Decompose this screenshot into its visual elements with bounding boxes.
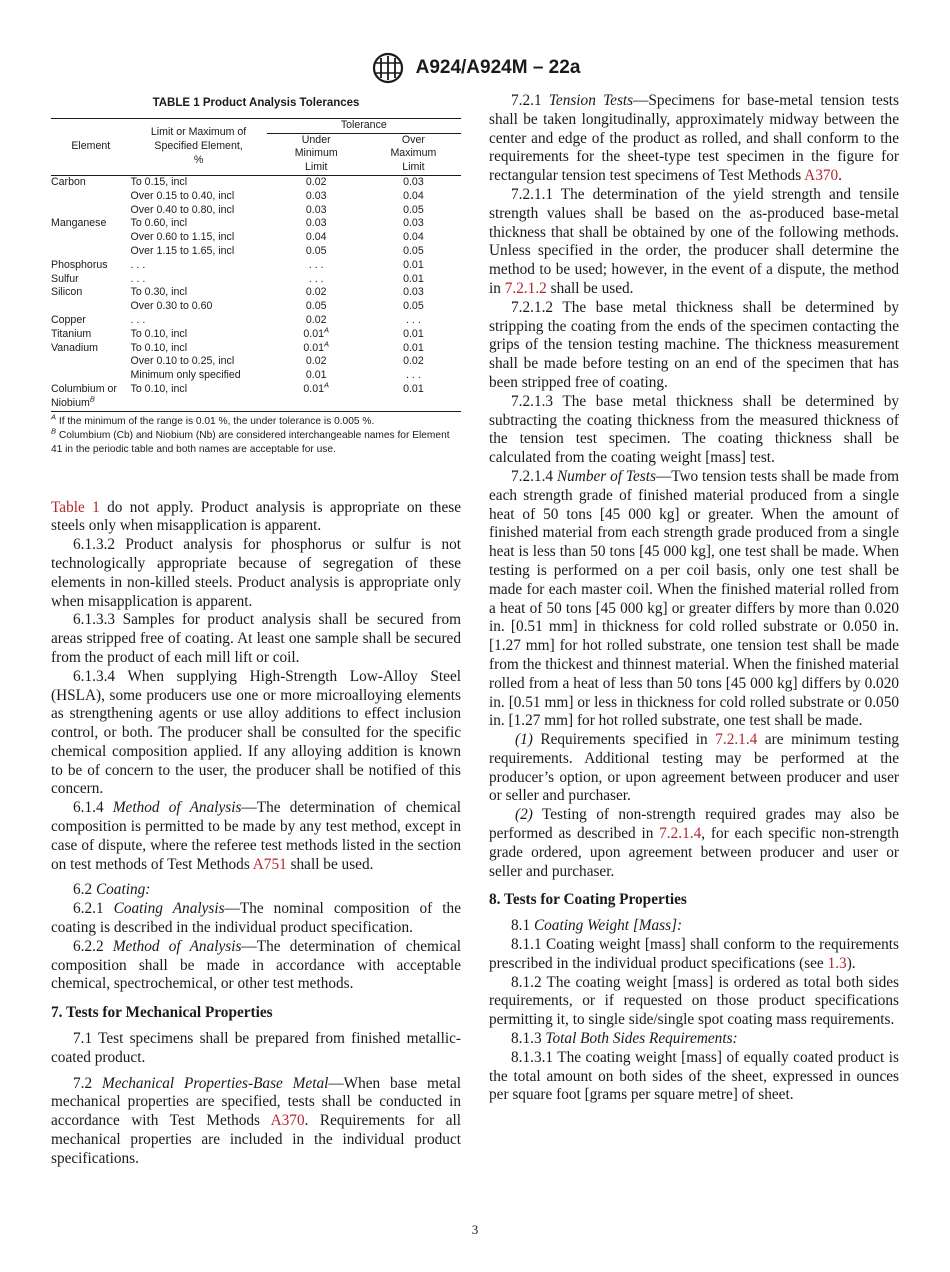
table-row: Titanium To 0.10, incl $0.01^A$ 0.01 — [51, 325, 424, 340]
footnote-a: $^A$ If the minimum of the range is 0.01 %, the under tolerance is 0.005 %. — [51, 412, 375, 427]
table-row: Over 0.30 to 0.60 0.05 0.05 — [130, 300, 424, 313]
a370-link[interactable]: A370 — [804, 167, 839, 185]
section-heading-7: 7. Tests for Mechanical Properties — [51, 1004, 273, 1022]
col-header-limit: Limit or Maximum of Specified Element, % — [150, 126, 247, 166]
col-header-over: Over Maximum Limit — [390, 133, 437, 174]
paragraph-6-1-4: 6.1.4 Method of Analysis—The determination of chemical composition is permitted to be made by any test method, except in case of dispute, where the referee test methods listed in the section on test methods of Test Methods A751 shall be used. — [51, 799, 462, 873]
table-row: Columbium or Niobium$^B$ To 0.10, incl $0.01^A$ 0.01 — [51, 383, 461, 411]
page-header — [0, 52, 950, 84]
col-header-element: Element — [71, 139, 111, 152]
paragraph-6-1-3-2: 6.1.3.2 Product analysis for phosphorus or sulfur is not technologically appropriate because of segregation of these elements in non-killed steels. Product analysis is appropriate only when misapplication is apparent. — [51, 536, 461, 610]
paragraph-8-1-2: 8.1.2 The coating weight [mass] is ordered as total both sides requirements, or if requested on those product specifications permitting it, to single side/single spot coating mass requirements. — [489, 973, 899, 1029]
paragraph-6-2: 6.2 Coating: — [73, 881, 151, 899]
paragraph-8-1-1: 8.1.1 Coating weight [mass] shall conform to the requirements prescribed in the individual product specifications (see 1.3). — [489, 936, 899, 972]
table-row: Over 0.40 to 0.80, incl 0.03 0.05 — [130, 203, 424, 216]
section-7-2-1-4-link[interactable]: 7.2.1.4 — [715, 731, 758, 749]
col-header-under: Under Minimum Limit — [294, 133, 338, 174]
col-header-tolerance: Tolerance — [267, 118, 461, 133]
paragraph-8-1-3: 8.1.3 Total Both Sides Requirements: — [511, 1030, 738, 1048]
left-column — [51, 92, 461, 1169]
table-row: Over 0.60 to 1.15, incl 0.04 0.04 — [130, 231, 424, 244]
paragraph-7-1: 7.1 Test specimens shall be prepared from finished metallic-coated product. — [51, 1030, 461, 1066]
section-1-3-link[interactable]: 1.3 — [827, 954, 847, 972]
astm-logo-icon — [370, 52, 406, 84]
paragraph-7-2-1-3: 7.2.1.3 The base metal thickness shall be determined by subtracting the coating thickness from the measured thickness of the tension test specimen. The coating thickness shall be calculated from the coating weight [mass] test. — [489, 392, 899, 467]
table-row: Over 0.10 to 0.25, incl 0.02 0.02 — [130, 355, 424, 368]
product-analysis-tolerances-table — [51, 118, 461, 412]
a370-link[interactable]: A370 — [270, 1112, 305, 1130]
right-column — [489, 92, 899, 1105]
table-row: Sulfur . . . . . . 0.01 — [51, 272, 424, 285]
paragraph-6-2-2: 6.2.2 Method of Analysis—The determination of chemical composition shall be made in accordance with acceptable chemical, spectrochemical, or other test methods. — [51, 937, 462, 993]
paragraph-7-2: 7.2 Mechanical Properties-Base Metal—When base metal mechanical properties are specified, tests shall be conducted in accordance with Test Methods A370. Requirements for all mechanical properties are included in the individual product specifications. — [51, 1074, 461, 1167]
section-7-2-1-2-link[interactable]: 7.2.1.2 — [504, 279, 547, 297]
table-row: Silicon To 0.30, incl 0.02 0.03 — [51, 286, 424, 299]
table-row: Phosphorus . . . . . . 0.01 — [51, 258, 424, 271]
table-row: Vanadium To 0.10, incl $0.01^A$ 0.01 — [51, 339, 424, 354]
table-row: Over 0.15 to 0.40, incl 0.03 0.04 — [130, 189, 424, 202]
paragraph-6-1-3-4: 6.1.3.4 When supplying High-Strength Low-Alloy Steel (HSLA), some producers use one or more microalloying elements as strengthening agents or use alloy additions to effect inclusion control, or both. The producer shall be consulted for the specific chemical composition applied. If any alloying addition is known to be of concern to the user, the producer shall be notified of this concern. — [51, 667, 461, 798]
table-row: Copper . . . 0.02 . . . — [51, 313, 421, 326]
table-footnotes — [51, 412, 461, 457]
a751-link[interactable]: A751 — [252, 855, 287, 873]
table-row: Over 1.15 to 1.65, incl 0.05 0.05 — [130, 244, 424, 257]
paragraph-7-2-1: 7.2.1 Tension Tests—Specimens for base-metal tension tests shall be taken longitudinally, approximately midway between the center and edge of the product as rolled, and shall conform to the requirements for the sheet-type test specimen in the figure for rectangular tension test specimens of Test Methods A370. — [489, 92, 900, 185]
table-row: Minimum only specified 0.01 . . . — [130, 369, 421, 382]
paragraph-7-2-1-2: 7.2.1.2 The base metal thickness shall be determined by stripping the coating from the ends of the specimen contacting the grips of the tension testing machine. The thickness measurement shall be made before testing on an end of the specimen that has been stripped free of coating. — [489, 298, 899, 391]
table-row: Carbon To 0.15, incl 0.02 0.03 — [51, 175, 424, 188]
paragraph-6-2-1: 6.2.1 Coating Analysis—The nominal composition of the coating is described in the individual product specification. — [51, 900, 461, 937]
paragraph-8-1: 8.1 Coating Weight [Mass]: — [511, 917, 683, 935]
table-row: Manganese To 0.60, incl 0.03 0.03 — [51, 217, 424, 230]
footnote-b: $^B$ Columbium (Cb) and Niobium (Nb) are considered interchangeable names for Element 41 in the periodic table and both names are acceptable for use. — [51, 426, 450, 455]
paragraph-8-1-3-1: 8.1.3.1 The coating weight [mass] of equally coated product is the total amount on both sides of the sheet, expressed in ounces per square foot [grams per square metre] of sheet. — [489, 1048, 899, 1104]
table-1-link[interactable]: Table 1 — [51, 498, 100, 516]
page-number: 3 — [471, 1222, 479, 1237]
paragraph-6-1-3-3: 6.1.3.3 Samples for product analysis shall be secured from areas stripped free of coating. At least one sample shall be secured from the product of each mill lift or coil. — [51, 611, 461, 666]
paragraph-7-2-1-4: 7.2.1.4 Number of Tests—Two tension tests shall be made from each strength grade of finished material produced from a single heat of 50 tons [45 000 kg] or greater. When the amount of finished material from each strength grade produced from a single heat is less than 50 tons [45 000 kg], one test shall be made. When testing is performed on a per coil basis, only one test shall be made for each master coil. When the finished material rolled from a heat of 50 tons [45 000 kg] or greater differs by more than 0.020 in. [0.51 mm] in thickness for cold rolled substrate or 0.050 in. [1.27 mm] for hot rolled substrate, one tension test shall be made from the thickest and thinnest material. When the finished material rolled from a heat of less than 50 tons [45 000 kg] differs by 0.020 in. [0.51 mm] or less in thickness for cold rolled substrate or 0.050 in. [1.27 mm] for hot rolled substrate, one test shall be made. — [489, 467, 899, 730]
section-7-2-1-4-link[interactable]: 7.2.1.4 — [659, 825, 702, 843]
table-title: TABLE 1 Product Analysis Tolerances — [152, 97, 360, 109]
section-heading-8: 8. Tests for Coating Properties — [489, 891, 687, 909]
paragraph-7-2-1-1: 7.2.1.1 The determination of the yield strength and tensile strength values shall be based on the as-produced base-metal thickness that shall be obtained by one of the following methods. Unless specified in the order, the producer shall determine the method to be used; however, in the event of a dispute, the method in 7.2.1.2 shall be used. — [489, 185, 899, 297]
paragraph: Table 1 do not apply. Product analysis is appropriate on these steels only when misapplication is apparent. — [51, 498, 461, 535]
document-id: A924/A924M – 22a — [415, 57, 581, 78]
paragraph-item-2: (2) Testing of non-strength required grades may also be performed as described in 7.2.1.4, for each specific non-strength grade ordered, upon agreement between producer and user or seller and purchaser. — [489, 806, 899, 880]
paragraph-item-1: (1) Requirements specified in 7.2.1.4 are minimum testing requirements. Additional testing may be performed at the producer’s option, or upon agreement between producer and user or seller and purchaser. — [489, 731, 899, 805]
